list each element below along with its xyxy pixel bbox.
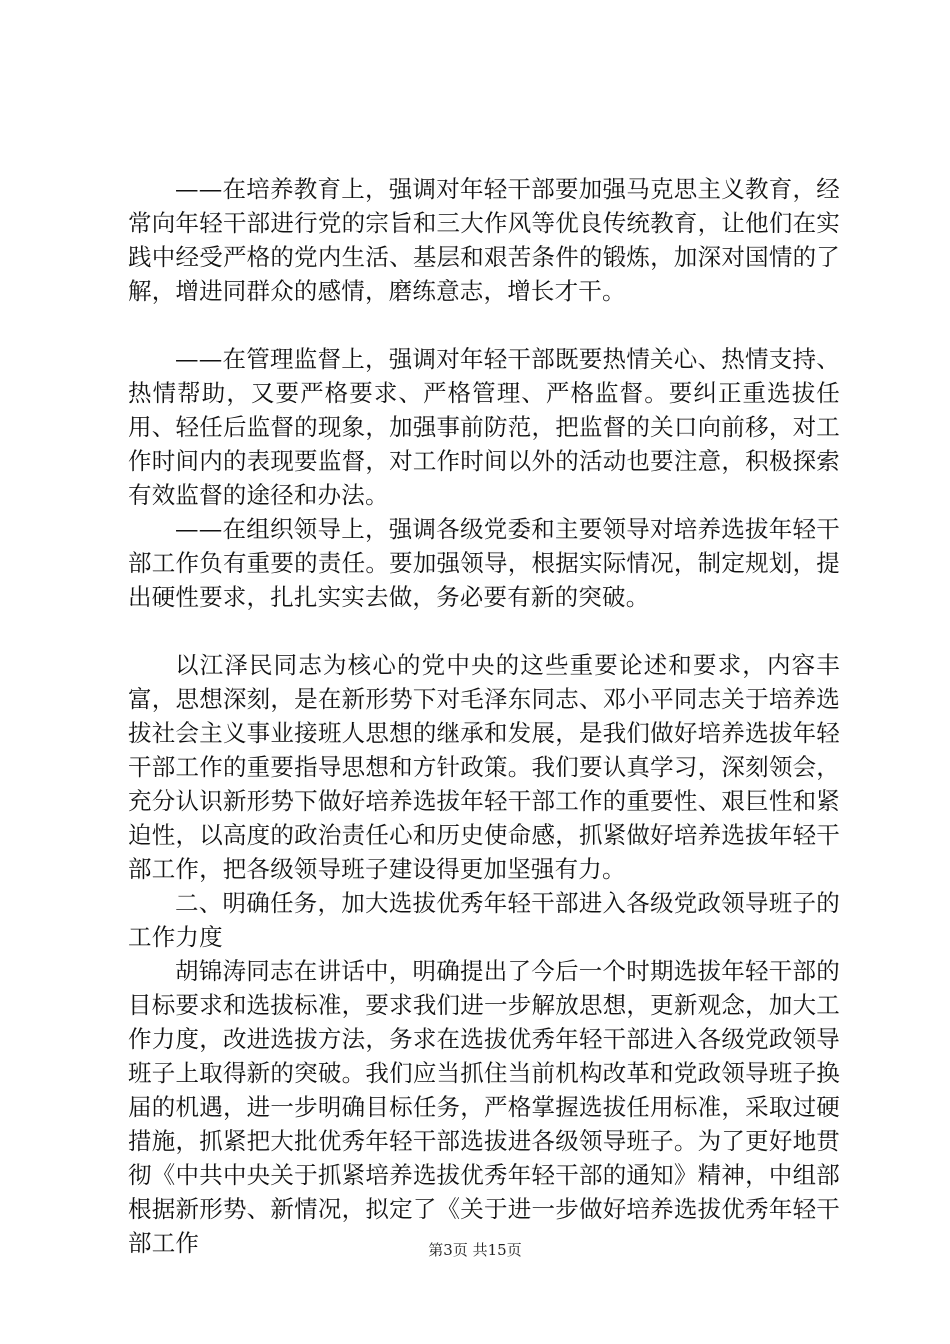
paragraph-gap [128,614,840,648]
paragraph-gap [128,308,840,342]
paragraph-central-committee-requirements: 以江泽民同志为核心的党中央的这些重要论述和要求，内容丰富，思想深刻，是在新形势下对毛泽东同志、邓小平同志关于培养选拔社会主义事业接班人思想的继承和发展，是我们做好培养选拔年轻干部工作的重要指导思想和方针政策。我们要认真学习，深刻领会，充分认识新形势下做好培养选拔年轻干部工作的重要性、艰巨性和紧迫性，以高度的政治责任心和历史使命感，抓紧做好培养选拔年轻干部工作，把各级领导班子建设得更加坚强有力。 [128,651,840,883]
paragraph-management-supervision: ——在管理监督上，强调对年轻干部既要热情关心、热情支持、热情帮助，又要严格要求、严格管理、严格监督。要纠正重选拔任用、轻任后监督的现象，加强事前防范，把监督的关口向前移，对工作时间内的表现要监督，对工作时间以外的活动也要注意，积极探索有效监督的途径和办法。 [128,345,840,509]
page-number-footer: 第3页 共15页 [428,1241,522,1259]
section-heading-two: 二、明确任务，加大选拔优秀年轻干部进入各级党政领导班子的工作力度 [128,889,840,951]
paragraph-hu-jintao-speech: 胡锦涛同志在讲话中，明确提出了今后一个时期选拔年轻干部的目标要求和选拔标准，要求我们进一步解放思想，更新观念，加大工作力度，改进选拔方法，务求在选拔优秀年轻干部进入各级党政领导班子上取得新的突破。我们应当抓住当前机构改革和党政领导班子换届的机遇，进一步明确目标任务，严格掌握选拔任用标准，采取过硬措施，抓紧把大批优秀年轻干部选拔进各级领导班子。为了更好地贯彻《中共中央关于抓紧培养选拔优秀年轻干部的通知》精神，中组部根据新形势、新情况，拟定了《关于进一步做好培养选拔优秀年轻干部工作 [128,957,840,1257]
paragraph-training-education: ——在培养教育上，强调对年轻干部要加强马克思主义教育，经常向年轻干部进行党的宗旨和三大作风等优良传统教育，让他们在实践中经受严格的党内生活、基层和艰苦条件的锻炼，加深对国情的了解，增进同群众的感情，磨练意志，增长才干。 [128,175,840,305]
paragraph-organization-leadership: ——在组织领导上，强调各级党委和主要领导对培养选拔年轻干部工作负有重要的责任。要加强领导，根据实际情况，制定规划，提出硬性要求，扎扎实实去做，务必要有新的突破。 [128,515,840,611]
document-body [128,172,840,1260]
